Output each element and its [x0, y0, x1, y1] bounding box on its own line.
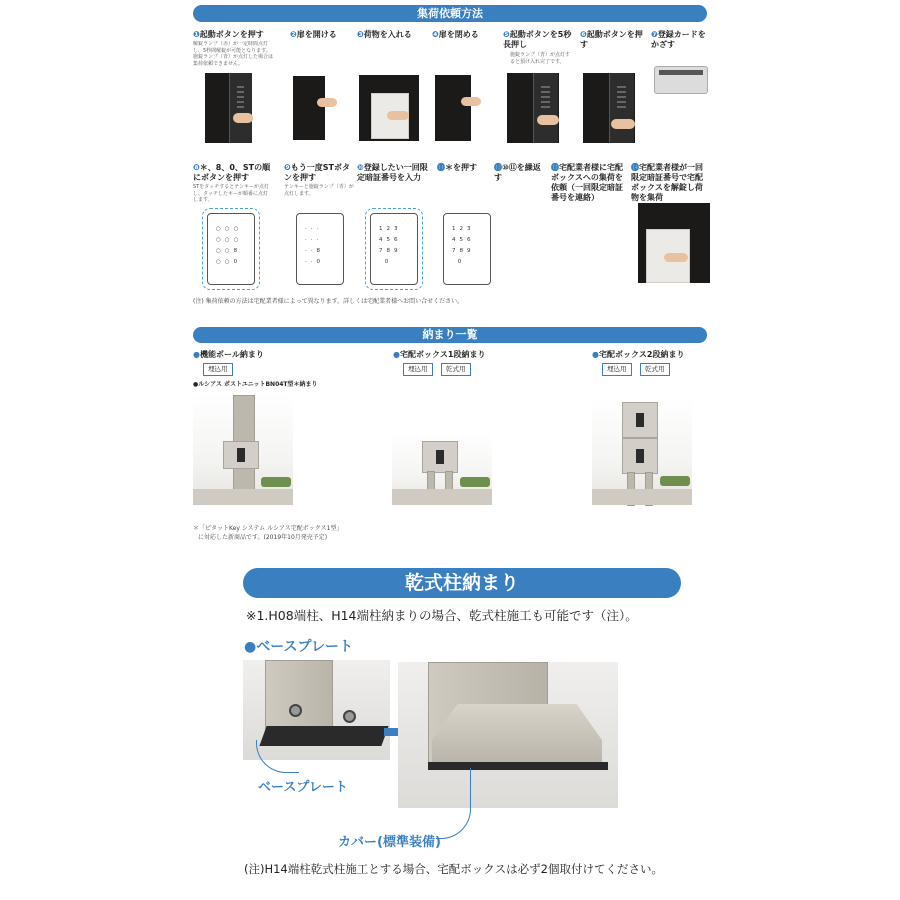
- pickup-note: (注) 集荷依頼の方法は宅配業者様によって異なります。詳しくは宅配業者様へお問い合せください。: [193, 298, 464, 305]
- label-cover: カバー(標準装備): [338, 835, 441, 850]
- delivery-box-upper: [622, 402, 658, 438]
- mount-title-box2: ●宅配ボックス2段納まり: [592, 350, 685, 359]
- cover: [432, 704, 602, 764]
- photo-step-5: [507, 73, 559, 143]
- registration-card: [654, 66, 708, 94]
- photo-step-3: [359, 75, 419, 141]
- section-title-dry-pillar: 乾式柱納まり: [243, 568, 681, 598]
- section-title-installation: 納まり一覧: [193, 327, 707, 343]
- control-panel: [533, 73, 558, 143]
- tag-embed: 埋込用: [602, 363, 632, 376]
- photo-cover: [398, 662, 618, 808]
- photo-step-6: [583, 73, 635, 143]
- keypad-step-8: ○○○ ○○○ ○○8 ○○0: [207, 213, 255, 285]
- delivery-box: [422, 441, 458, 473]
- label-base-plate: ベースプレート: [258, 780, 348, 795]
- hand: [387, 111, 409, 120]
- scene-box1: [392, 433, 492, 505]
- keypad-step-11: 123 456 789 0: [443, 213, 491, 285]
- bolt: [289, 704, 302, 717]
- photo-step-4: [435, 75, 471, 141]
- hand: [664, 253, 688, 262]
- step-10-label: ❿登録したい一回限定暗証番号を入力: [357, 163, 428, 182]
- hand: [317, 98, 337, 107]
- tag-embed: 埋込用: [203, 363, 233, 376]
- tag-embed: 埋込用: [403, 363, 433, 376]
- step-7-label: ❼登録カードをかざす: [651, 30, 706, 49]
- dry-pillar-note: (注)H14端柱乾式柱施工とする場合、宅配ボックスは必ず2個取付けてください。: [244, 862, 663, 876]
- tag-dry: 乾式用: [640, 363, 670, 376]
- step-13-label: ⓭宅配業者様に宅配ボックスへの集荷を依頼（一回限定暗証番号を連絡）: [551, 163, 623, 202]
- step-9-sub: テンキーと施錠ランプ（青）が点灯します。: [284, 184, 354, 197]
- step-12-label: ⓬⑩⑪を繰返す: [494, 163, 541, 182]
- mount-title-box1: ●宅配ボックス1段納まり: [393, 350, 486, 359]
- bolt: [343, 710, 356, 723]
- step-1-label: ❶起動ボタンを押す: [193, 30, 264, 39]
- scene-pole: [193, 393, 293, 505]
- photo-step-1: [205, 73, 251, 143]
- photo-step-2: [293, 76, 325, 140]
- bush: [660, 476, 690, 486]
- step-5-label: ❺起動ボタンを5秒長押し: [503, 30, 572, 49]
- tag-dry: 乾式用: [441, 363, 471, 376]
- hand: [611, 119, 635, 129]
- scene-box2: [592, 398, 692, 505]
- step-2-label: ❷扉を開ける: [290, 30, 337, 39]
- ground: [392, 489, 492, 505]
- hand: [233, 113, 253, 123]
- pillar: [265, 660, 333, 732]
- step-8-sub: STをタッチするとテンキーが点灯し、タッチしたキーが順番に点灯します。: [193, 184, 269, 203]
- hand: [537, 115, 559, 125]
- step-3-label: ❸荷物を入れる: [357, 30, 412, 39]
- step-5-sub: 施錠ランプ（青）が点灯すると預け入れ完了です。: [510, 52, 571, 65]
- display: [237, 448, 245, 462]
- callout-line-base-plate: [256, 740, 299, 773]
- bush: [261, 477, 291, 487]
- step-11-label: ⓫＊を押す: [437, 163, 477, 172]
- keypad-step-9: ··· ··· ··8 ··0: [296, 213, 344, 285]
- step-14-label: ⓮宅配業者様が一回限定暗証番号で宅配ボックスを解錠し荷物を集荷: [631, 163, 703, 202]
- footnote-line-1: ＊「ピタットKey システム ルシアス宅配ボックス1型」: [193, 525, 343, 532]
- step-8-label: ❽＊、8、0、STの順にボタンを押す: [193, 163, 271, 182]
- control-panel: [229, 73, 252, 143]
- delivery-box-lower: [622, 438, 658, 474]
- step-4-label: ❹扉を閉める: [432, 30, 479, 39]
- dry-pillar-subtitle: ※1.H08端柱、H14端柱納まりの場合、乾式柱施工も可能です（注）。: [246, 608, 638, 623]
- display: [436, 450, 444, 464]
- keypad-step-10: 123 456 789 0: [370, 213, 418, 285]
- photo-step-14: [638, 203, 710, 283]
- pole-caption: ●ルシアス ポストユニットBN04T型＊納まり: [193, 381, 318, 388]
- step-1-sub: 解錠ランプ（赤）が一定時間点灯し、5秒間解錠が可能となります。施錠ランプ（青）が点灯した場合は集荷依頼できません。: [193, 41, 274, 67]
- bush: [460, 477, 490, 487]
- ground: [592, 489, 692, 505]
- delivery-box: [223, 441, 259, 469]
- ground: [193, 489, 293, 505]
- callout-line-cover: [436, 768, 471, 839]
- control-panel: [609, 73, 634, 143]
- hand: [461, 97, 481, 106]
- step-9-label: ❾もう一度STボタンを押す: [284, 163, 350, 182]
- display: [636, 449, 644, 463]
- section-title-pickup: 集荷依頼方法: [193, 5, 707, 22]
- footnote-line-2: に対応した新商品です。(2019年10月発売予定): [198, 534, 328, 541]
- mount-title-pole: ●機能ポール納まり: [193, 350, 264, 359]
- step-6-label: ❻起動ボタンを押す: [580, 30, 643, 49]
- base-plate-heading: ●ベースプレート: [244, 639, 353, 655]
- display: [636, 413, 644, 427]
